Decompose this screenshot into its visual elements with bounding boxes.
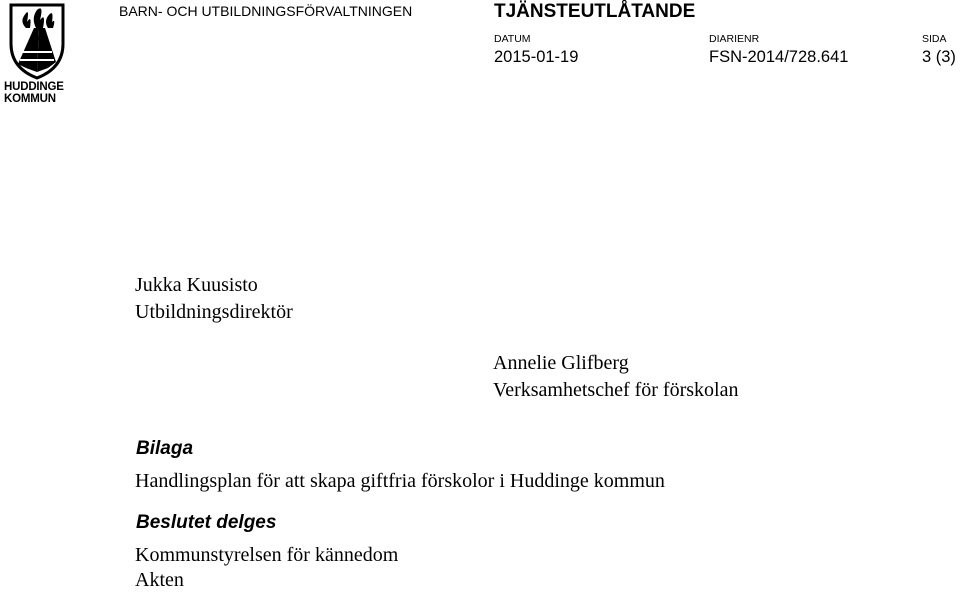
signatory-name-second: Annelie Glifberg: [493, 352, 629, 374]
signatory-title-second: Verksamhetschef för förskolan: [493, 379, 739, 401]
date-label: DATUM: [494, 33, 531, 45]
distribution-heading: Beslutet delges: [136, 512, 277, 533]
document-type: TJÄNSTEUTLÅTANDE: [494, 1, 696, 22]
attachment-item: Handlingsplan för att skapa giftfria förskolor i Huddinge kommun: [135, 470, 665, 492]
municipality-line2: KOMMUN: [4, 93, 56, 105]
municipality-logo: [4, 2, 68, 106]
page-value: 3 (3): [922, 48, 956, 66]
attachment-heading: Bilaga: [136, 438, 194, 459]
diary-number-value: FSN-2014/728.641: [709, 48, 849, 66]
distribution-recipient: Akten: [135, 569, 184, 591]
department-name: BARN- OCH UTBILDNINGSFÖRVALTNINGEN: [119, 3, 413, 19]
signatory-title-first: Utbildningsdirektör: [135, 301, 293, 323]
page-label: SIDA: [922, 33, 947, 45]
coat-of-arms-icon: [8, 2, 66, 80]
municipality-name: [4, 81, 68, 105]
signatory-name-first: Jukka Kuusisto: [135, 274, 258, 296]
municipality-line1: HUDDINGE: [4, 81, 64, 93]
date-value: 2015-01-19: [494, 48, 579, 66]
diary-number-label: DIARIENR: [709, 33, 760, 45]
distribution-recipient: Kommunstyrelsen för kännedom: [135, 544, 399, 566]
